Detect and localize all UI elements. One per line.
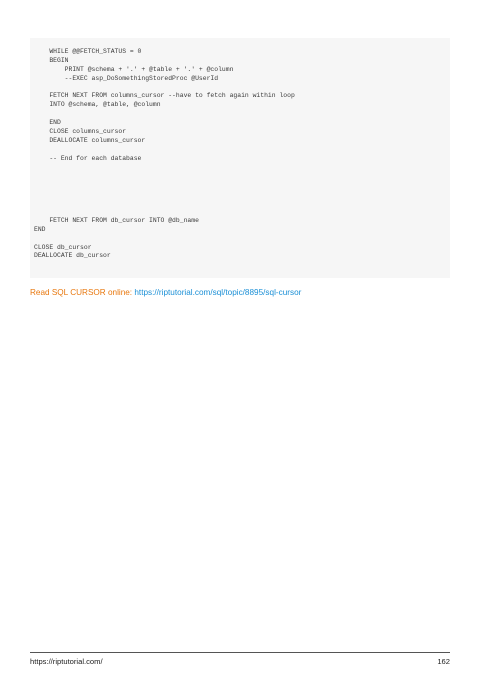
code-listing [34,48,295,261]
code-line: FETCH NEXT FROM columns_cursor --have to fetch again within loop [34,92,295,100]
code-line [34,146,295,155]
page-number: 162 [437,657,450,666]
code-line [34,84,295,93]
code-line [34,181,295,190]
code-line: -- End for each database [34,154,142,162]
code-line [34,164,295,173]
code-line [34,208,295,217]
code-line: CLOSE columns_cursor [34,128,127,136]
code-block [30,38,450,278]
code-line: END [34,119,61,127]
code-line: END [34,225,46,233]
code-line [34,190,295,199]
code-line [34,110,295,119]
code-line: WHILE @@FETCH_STATUS = 0 [34,48,142,55]
code-line [34,235,295,244]
read-online-line [30,288,301,297]
code-line: BEGIN [34,56,69,64]
code-line: --EXEC asp_DoSomethingStoredProc @UserId [34,74,219,82]
footer-url: https://riptutorial.com/ [30,657,103,666]
code-line [34,199,295,208]
code-line [34,172,295,181]
footer-divider [30,652,450,653]
code-line: FETCH NEXT FROM db_cursor INTO @db_name [34,216,199,224]
code-line: DEALLOCATE db_cursor [34,252,111,260]
code-line: DEALLOCATE columns_cursor [34,136,146,144]
code-line: PRINT @schema + '.' + @table + '.' + @column [34,65,234,73]
code-line: INTO @schema, @table, @column [34,101,161,109]
code-line: CLOSE db_cursor [34,243,92,251]
read-online-label: Read SQL CURSOR online: [30,288,135,297]
read-online-link[interactable]: https://riptutorial.com/sql/topic/8895/sql-cursor [134,288,302,297]
